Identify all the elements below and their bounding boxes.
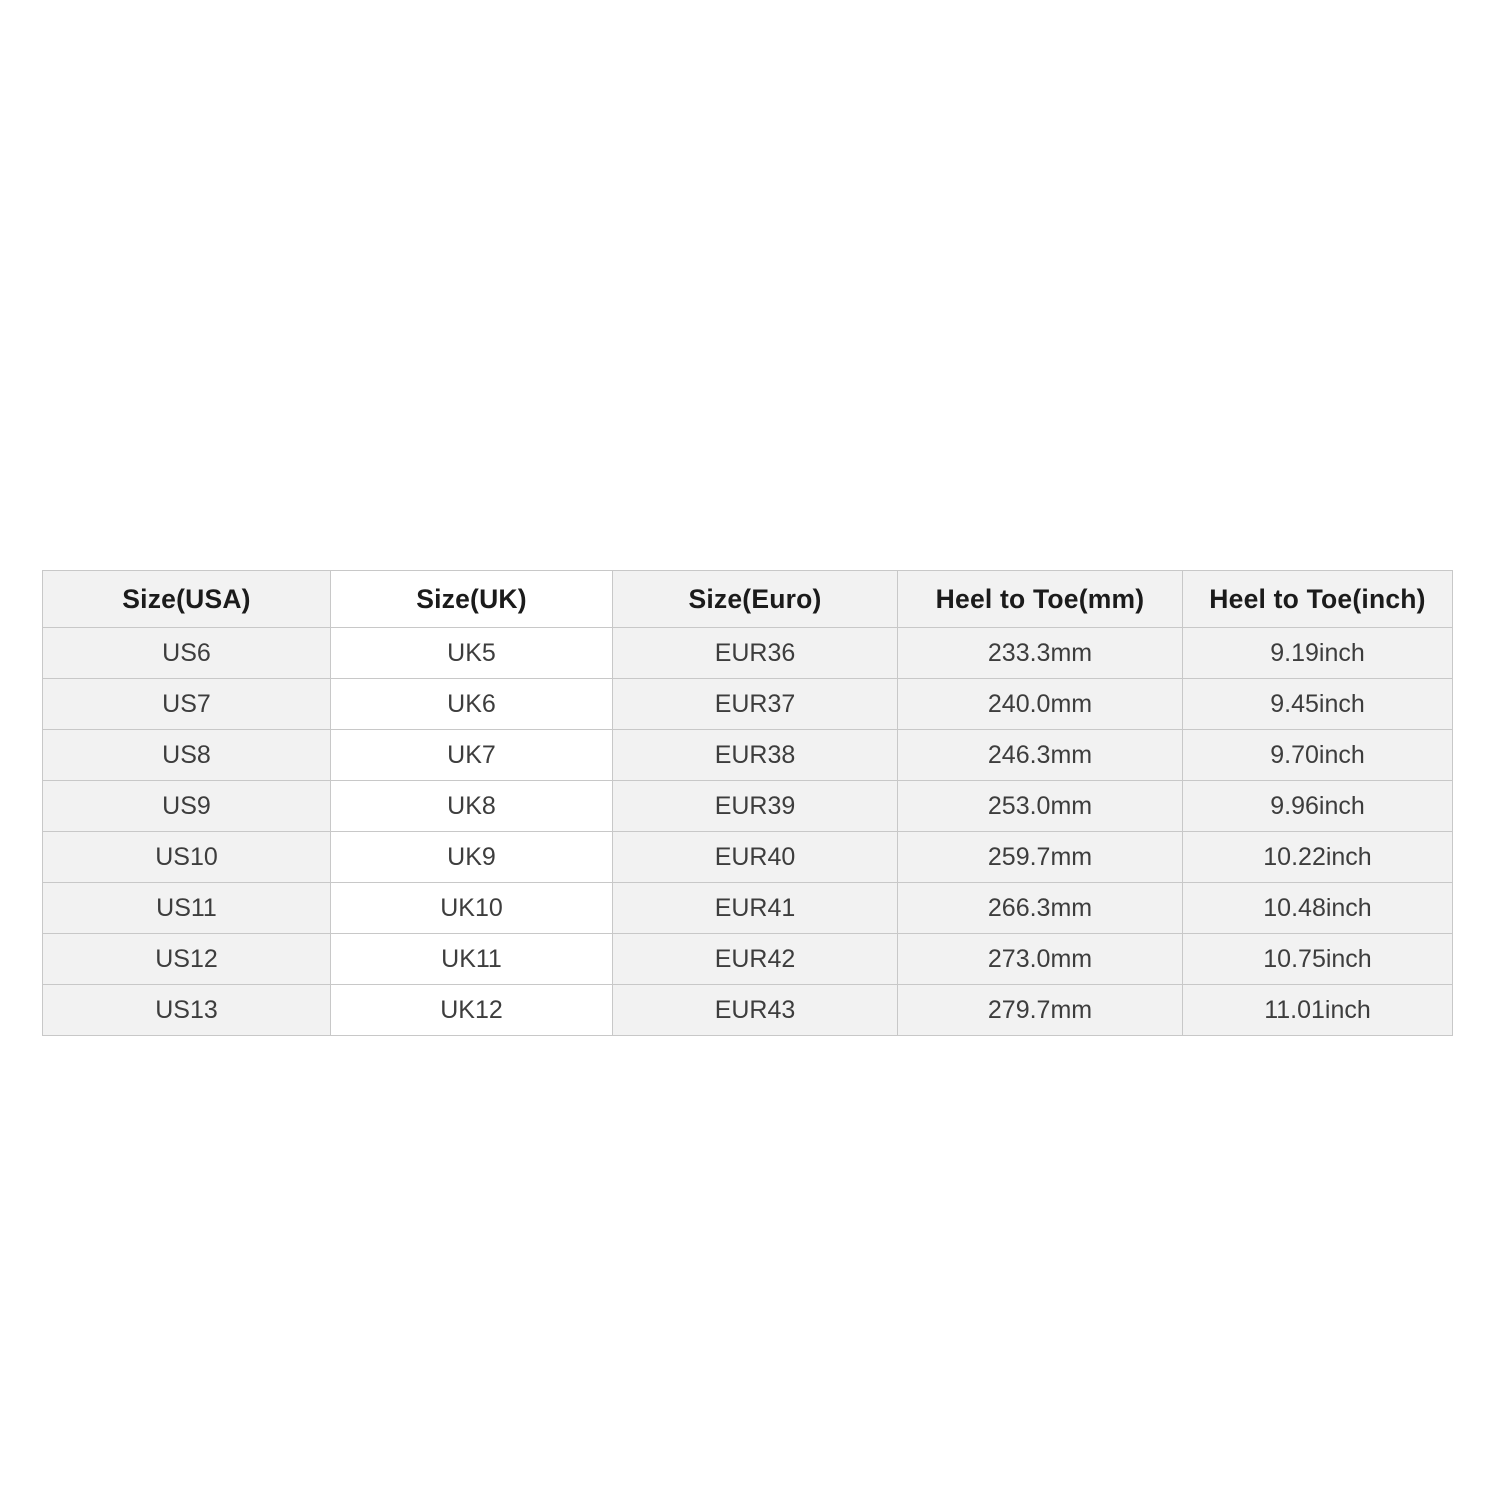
cell-size-uk: UK6 (331, 679, 613, 730)
cell-size-euro: EUR41 (613, 883, 898, 934)
cell-size-uk: UK8 (331, 781, 613, 832)
cell-size-euro: EUR36 (613, 628, 898, 679)
cell-size-euro: EUR42 (613, 934, 898, 985)
column-header-heel-to-toe-mm: Heel to Toe(mm) (898, 571, 1183, 628)
table-row (43, 781, 1453, 832)
cell-size-uk: UK12 (331, 985, 613, 1036)
size-conversion-table (42, 570, 1453, 1036)
table-header (43, 571, 1453, 628)
cell-size-usa: US13 (43, 985, 331, 1036)
cell-size-euro: EUR37 (613, 679, 898, 730)
cell-size-usa: US6 (43, 628, 331, 679)
table-row (43, 985, 1453, 1036)
table-body (43, 628, 1453, 1036)
cell-heel-to-toe-mm: 259.7mm (898, 832, 1183, 883)
cell-heel-to-toe-inch: 11.01inch (1183, 985, 1453, 1036)
cell-size-euro: EUR38 (613, 730, 898, 781)
cell-heel-to-toe-mm: 246.3mm (898, 730, 1183, 781)
cell-size-usa: US10 (43, 832, 331, 883)
cell-size-uk: UK10 (331, 883, 613, 934)
cell-heel-to-toe-inch: 10.22inch (1183, 832, 1453, 883)
table-header-row (43, 571, 1453, 628)
table-row (43, 679, 1453, 730)
cell-heel-to-toe-inch: 10.75inch (1183, 934, 1453, 985)
cell-size-usa: US7 (43, 679, 331, 730)
cell-heel-to-toe-inch: 10.48inch (1183, 883, 1453, 934)
cell-size-usa: US12 (43, 934, 331, 985)
cell-heel-to-toe-inch: 9.19inch (1183, 628, 1453, 679)
cell-size-euro: EUR40 (613, 832, 898, 883)
cell-size-uk: UK7 (331, 730, 613, 781)
cell-size-euro: EUR43 (613, 985, 898, 1036)
cell-heel-to-toe-mm: 253.0mm (898, 781, 1183, 832)
cell-size-usa: US8 (43, 730, 331, 781)
table-row (43, 832, 1453, 883)
cell-size-uk: UK9 (331, 832, 613, 883)
cell-heel-to-toe-mm: 279.7mm (898, 985, 1183, 1036)
cell-size-uk: UK11 (331, 934, 613, 985)
cell-size-uk: UK5 (331, 628, 613, 679)
table-row (43, 934, 1453, 985)
cell-size-euro: EUR39 (613, 781, 898, 832)
cell-heel-to-toe-mm: 233.3mm (898, 628, 1183, 679)
cell-size-usa: US9 (43, 781, 331, 832)
column-header-size-euro: Size(Euro) (613, 571, 898, 628)
cell-heel-to-toe-mm: 273.0mm (898, 934, 1183, 985)
cell-heel-to-toe-mm: 240.0mm (898, 679, 1183, 730)
cell-heel-to-toe-inch: 9.45inch (1183, 679, 1453, 730)
cell-heel-to-toe-inch: 9.96inch (1183, 781, 1453, 832)
column-header-size-usa: Size(USA) (43, 571, 331, 628)
table-row (43, 730, 1453, 781)
column-header-heel-to-toe-inch: Heel to Toe(inch) (1183, 571, 1453, 628)
cell-heel-to-toe-mm: 266.3mm (898, 883, 1183, 934)
cell-heel-to-toe-inch: 9.70inch (1183, 730, 1453, 781)
cell-size-usa: US11 (43, 883, 331, 934)
size-chart-container (42, 570, 1452, 1036)
column-header-size-uk: Size(UK) (331, 571, 613, 628)
table-row (43, 883, 1453, 934)
table-row (43, 628, 1453, 679)
